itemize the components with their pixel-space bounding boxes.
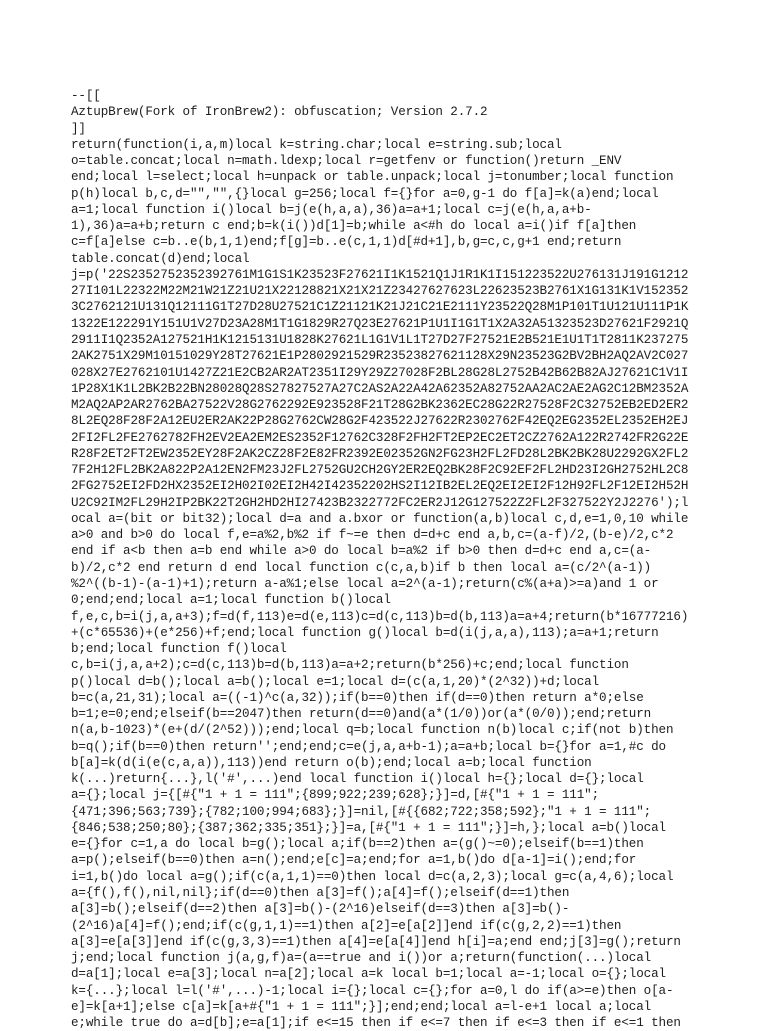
code-line: 1322E122291Y151U1V27D23A28M1T1G1829R27Q23E27621P1U1I1G1T1X2A32A51323523D27621F2921Q	[71, 316, 689, 331]
code-line: k(...)return{...},l('#',...)end local function i()local h={};local d={};local	[71, 772, 644, 787]
code-line: b[a]=k(d(i(e(c,a,a)),113))end return o(b);end;local a=b;local function	[71, 755, 592, 770]
code-line: %2^((b-1)-(a-1)+1);return a-a%1;else local a=2^(a-1);return(c%(a+a)>=a)and 1 or	[71, 576, 659, 591]
code-line: p(h)local b,c,d="","",{}local g=256;local f={}for a=0,g-1 do f[a]=k(a)end;local	[71, 186, 659, 201]
code-line: j=p('22S2352752352392761M1G1S1K23523F27621I1K1521Q1J1R1K1I151223522U276131J191G1212	[71, 267, 689, 282]
code-line: 27I101L22322M22M21W21Z21U21X22128821X21X21Z23427627623L22623523B2761X1G131K1V152352	[71, 284, 689, 299]
code-line: 3C2762121U131Q12111G1T27D28U27521C1Z21121K21J21C21E2111Y23522Q28M1P101T1U121U111P1K	[71, 300, 689, 315]
code-line: e;while true do a=d[b];e=a[1];if e<=15 then if e<=7 then if e<=3 then if e<=1 then	[71, 1016, 681, 1031]
code-line: 2AK2751X29M10151029Y28T27621E1P2802921529R23523827621128X29N23523G2BV2BH2AQ2AV2C027	[71, 349, 689, 364]
code-line: a>0 and b>0 do local f,e=a%2,b%2 if f~=e then d=d+c end a,b,c=(a-f)/2,(b-e)/2,c*2	[71, 528, 674, 543]
code-line: p()local d=b();local a=b();local e=1;local d=(c(a,1,20)*(2^32))+d;local	[71, 674, 600, 689]
code-line: ocal a=(bit or bit32);local d=a and a.bxor or function(a,b)local c,d,e=1,0,10 while	[71, 511, 689, 526]
code-line: 2911I1Q2352A127521H1K1215131U1828K27621L1G1V1L1T27D27F27521E2B521E1U1T1T2811K237275	[71, 332, 689, 347]
code-line: 7F2H12FL2BK2A822P2A12EN2FM23J2FL2752GU2CH2GY2ER2EQ2BK28F2C92EF2FL2HD23I2GH2752HL2C8	[71, 463, 689, 478]
code-line: a={};local j={[#{"1 + 1 = 111";{899;922;239;628};}]=d,[#{"1 + 1 = 111";	[71, 788, 600, 803]
code-line: 028X27E2762101U1427Z21E2CB2AR2AT2351I29Y29Z27028F2BL28G28L2752B42B62B82AJ27621C1V1I	[71, 365, 689, 380]
code-line: AztupBrew(Fork of IronBrew2): obfuscation; Version 2.7.2	[71, 105, 488, 120]
code-line: a[3]=b();elseif(d==2)then a[3]=b()-(2^16)elseif(d==3)then a[3]=b()-	[71, 902, 570, 917]
code-line: ]]	[71, 121, 86, 136]
code-line: 8L2EQ28F28F2A12EU2ER2AK22P28G2762CW28G2F423522J27622R2302762F42EQ2EG2352EL2352EH2EJ	[71, 414, 689, 429]
code-line: a[3]=e[a[3]]end if(c(g,3,3)==1)then a[4]=e[a[4]]end h[i]=a;end end;j[3]=g();return	[71, 934, 681, 949]
code-line: a=1;local function i()local b=j(e(h,a,a),36)a=a+1;local c=j(e(h,a,a+b-	[71, 202, 592, 217]
code-line: --[[	[71, 89, 101, 103]
code-line: 0;end;end;local a=1;local function b()local	[71, 593, 391, 608]
code-line: 1P28X1K1L2BK2B22BN28028Q28S27827527A27C2AS2A22A42A62352A82752AA2AC2AE2AG2C12BM2352A	[71, 381, 689, 396]
code-line: table.concat(d)end;local	[71, 251, 250, 266]
code-line: {471;396;563;739};{782;100;994;683};}]=nil,[#{{682;722;358;592};"1 + 1 = 111";	[71, 804, 652, 819]
code-line: k={...};local l=l('#',...)-1;local i={};local c={};for a=0,l do if(a>=e)then o[a-	[71, 983, 674, 998]
code-line: b=1;e=0;end;elseif(b==2047)then return(d==0)and(a*(1/0))or(a*(0/0));end;return	[71, 707, 652, 722]
code-line: b)/2,c*2 end return d end local function c(c,a,b)if b then local a=(c/2^(a-1))	[71, 560, 652, 575]
code-line: (2^16)a[4]=f();end;if(c(g,1,1)==1)then a[2]=e[a[2]]end if(c(g,2,2)==1)then	[71, 918, 622, 933]
code-line: U2C92IM2FL29H2IP2BK22T2GH2HD2HI27423B2322772FC2ER2J12G127522Z2FL2F327522Y2J2276');l	[71, 495, 689, 510]
code-line: end if a<b then a=b end while a>0 do local b=a%2 if b>0 then d=d+c end a,c=(a-	[71, 544, 652, 559]
code-line: a={f(),f(),nil,nil};if(d==0)then a[3]=f();a[4]=f();elseif(d==1)then	[71, 886, 570, 901]
code-line: 2FG2752EI2FD2HX2352EI2H02I02EI2H42I42352202HS2I12IB2EL2EQ2EI2EI2F12H92FL2F12EI2H52H	[71, 479, 689, 494]
code-line: f,e,c,b=i(j,a,a+3);f=d(f,113)e=d(e,113)c=d(c,113)b=d(b,113)a=a+4;return(b*16777216)	[71, 609, 689, 624]
code-line: c=f[a]else c=b..e(b,1,1)end;f[g]=b..e(c,1,1)d[#d+1],b,g=c,c,g+1 end;return	[71, 235, 622, 250]
code-line: d=a[1];local e=a[3];local n=a[2];local a=k local b=1;local a=-1;local o={};local	[71, 967, 666, 982]
code-line: M2AQ2AP2AR2762BA27522V28G2762292E923528F21T28G2BK2362EC28G22R27528F2C32752EB2ED2ER2	[71, 398, 689, 413]
code-line: b=c(a,21,31);local a=((-1)^c(a,32));if(b==0)then if(d==0)then return a*0;else	[71, 690, 644, 705]
code-line: n(a,b-1023)*(e+(d/(2^52)));end;local q=b;local function n(b)local c;if(not b)then	[71, 723, 674, 738]
code-line: end;local l=select;local h=unpack or table.unpack;local j=tonumber;local function	[71, 170, 674, 185]
code-line: e]=k[a+1];else c[a]=k[a+#{"1 + 1 = 111";}];end;end;local a=l-e+1 local a;local	[71, 999, 652, 1014]
code-line: e={}for c=1,a do local b=g();local a;if(b==2)then a=(g()~=0);elseif(b==1)then	[71, 837, 644, 852]
code-line: R28F2ET2FT2EW2352EY28F2AK2CZ28F2E82FR2392E02352GN2FG23H2FL2FD28L2BK2BK28U2292GX2FL2	[71, 446, 689, 461]
code-line: j;end;local function j(a,g,f)a=(a==true and i())or a;return(function(...)local	[71, 951, 652, 966]
code-line: return(function(i,a,m)local k=string.char;local e=string.sub;local	[71, 137, 562, 152]
code-line: b;end;local function f()local	[71, 642, 287, 657]
code-line: b=q();if(b==0)then return'';end;end;c=e(j,a,a+b-1);a=a+b;local b={}for a=1,#c do	[71, 739, 666, 754]
code-line: 2FI2FL2FE2762782FH2EV2EA2EM2ES2352F12762C328F2FH2FT2EP2EC2ET2CZ2762A122R2742FR2G22E	[71, 430, 689, 445]
obfuscated-lua-source	[71, 88, 711, 1031]
code-line: a=p();elseif(b==0)then a=n();end;e[c]=a;end;for a=1,b()do d[a-1]=i();end;for	[71, 853, 637, 868]
code-line: i=1,b()do local a=g();if(c(a,1,1)==0)then local d=c(a,2,3);local g=c(a,4,6);local	[71, 869, 674, 884]
code-line: +(c*65536)+(e*256)+f;end;local function g()local b=d(i(j,a,a),113);a=a+1;return	[71, 625, 659, 640]
code-line: c,b=i(j,a,a+2);c=d(c,113)b=d(b,113)a=a+2;return(b*256)+c;end;local function	[71, 658, 629, 673]
code-line: o=table.concat;local n=math.ldexp;local r=getfenv or function()return _ENV	[71, 154, 622, 169]
code-line: {846;538;250;80};{387;362;335;351};}]=a,[#{"1 + 1 = 111";}]=h,};local a=b()local	[71, 820, 666, 835]
code-line: 1),36)a=a+b;return c end;b=k(i())d[1]=b;while a<#h do local a=i()if f[a]then	[71, 219, 637, 234]
